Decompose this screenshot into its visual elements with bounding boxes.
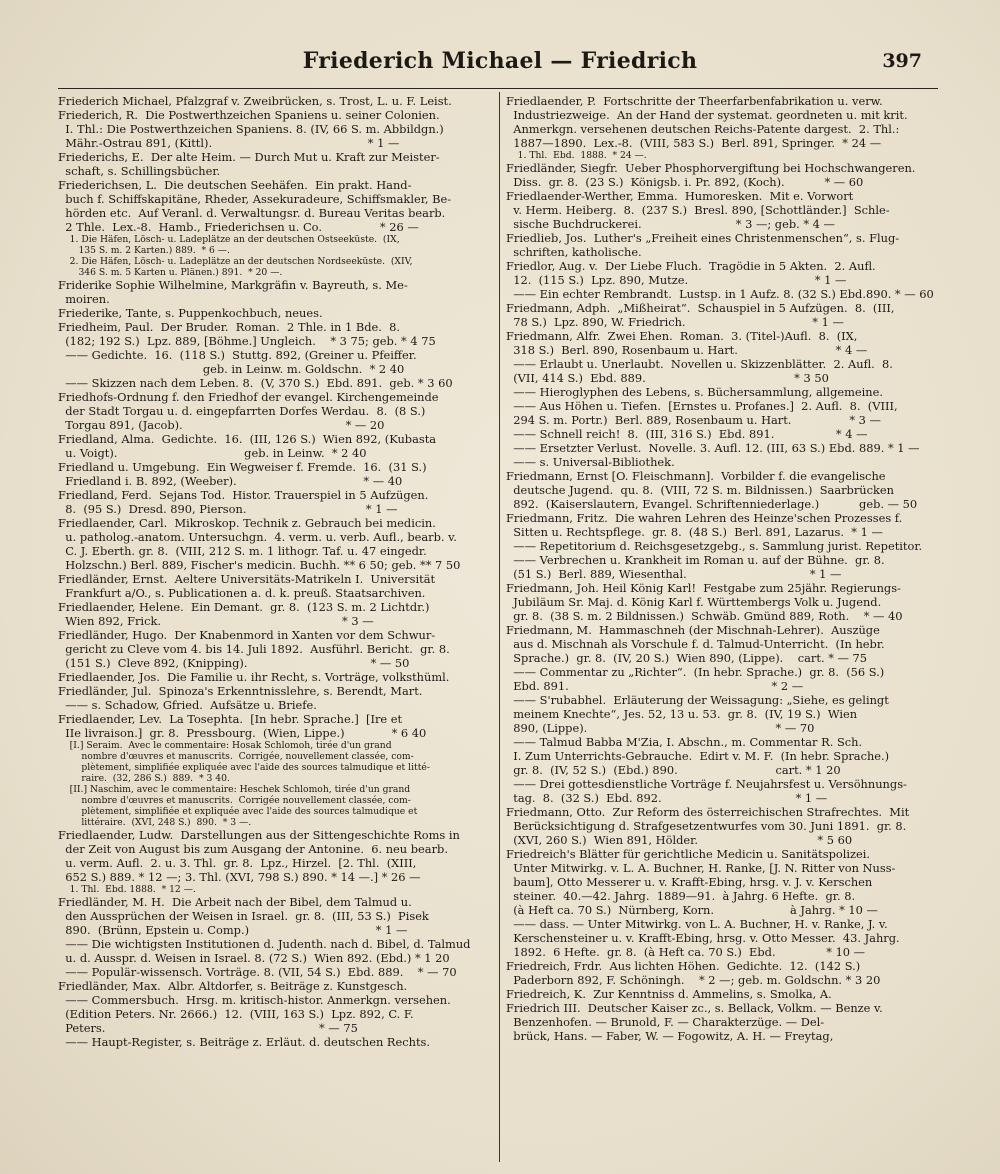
text-line: hörden etc. Auf Veranl. d. Verwaltungsr. d. Bureau Veritas bearb. <box>58 206 446 220</box>
text-line: Friedländer, Jul. Spinoza's Erkenntnisslehre, s. Berendt, Mart. <box>58 684 423 698</box>
text-line: Industriezweige. An der Hand der systemat. geordneten u. mit krit. <box>506 108 908 122</box>
text-line: —— Die wichtigsten Institutionen d. Judenth. nach d. Bibel, d. Talmud <box>58 937 471 951</box>
text-line: —— Ersetzter Verlust. Novelle. 3. Aufl. 12. (III, 63 S.) Ebd. 889. * 1 — <box>506 441 920 455</box>
text-line: buch f. Schiffskapitäne, Rheder, Assekuradeure, Schiffsmakler, Be- <box>58 192 452 206</box>
text-line: 1887—1890. Lex.-8. (VIII, 583 S.) Berl. 891, Springer. * 24 — <box>506 136 882 150</box>
text-line: geb. in Leinw. m. Goldschn. * 2 40 <box>58 362 405 376</box>
text-line: der Stadt Torgau u. d. eingepfarrten Dorfes Werdau. 8. (8 S.) <box>58 404 426 418</box>
text-line: Friedmann, Ernst [O. Fleischmann]. Vorbilder f. die evangelische <box>506 469 886 483</box>
text-line: Friedlaender, Ludw. Darstellungen aus der Sittengeschichte Roms in <box>58 828 460 842</box>
text-line: sische Buchdruckerei. * 3 —; geb. * 4 — <box>506 217 835 231</box>
text-line: Friedmann, Fritz. Die wahren Lehren des Heinze'schen Prozesses f. <box>506 511 903 525</box>
text-line: Friedland u. Umgebung. Ein Wegweiser f. Fremde. 16. (31 S.) <box>58 460 427 474</box>
text-line: Frankfurt a/O., s. Publicationen a. d. k. preuß. Staatsarchiven. <box>58 586 426 600</box>
text-line: Friedlaender, Helene. Ein Demant. gr. 8. (123 S. m. 2 Lichtdr.) <box>58 600 430 614</box>
text-line: nombre d'œuvres et manuscrits. Corrigée nouvellement classée, com- <box>58 795 411 806</box>
text-line: u. d. Ausspr. d. Weisen in Israel. 8. (72 S.) Wien 892. (Ebd.) * 1 20 <box>58 951 450 965</box>
text-line: littéraire. (XVI, 248 S.) 890. * 3 —. <box>58 817 252 828</box>
text-line: Friedmann, Otto. Zur Reform des österreichischen Strafrechtes. Mit <box>506 805 910 819</box>
text-line: 892. (Kaiserslautern, Evangel. Schriftenniederlage.) geb. — 50 <box>506 497 918 511</box>
text-line: Friedlaender, Carl. Mikroskop. Technik z. Gebrauch bei medicin. <box>58 516 436 530</box>
header-rule <box>58 88 938 89</box>
text-line: Friedmann, Alfr. Zwei Ehen. Roman. 3. (Titel-)Aufl. 8. (IX, <box>506 329 858 343</box>
text-line: Mähr.-Ostrau 891, (Kittl). * 1 — <box>58 136 400 150</box>
text-line: Berücksichtigung d. Strafgesetzentwurfes vom 30. Juni 1891. gr. 8. <box>506 819 907 833</box>
text-line: steiner. 40.—42. Jahrg. 1889—91. à Jahrg. 6 Hefte. gr. 8. <box>506 889 856 903</box>
text-line: 1. Die Häfen, Lösch- u. Ladeplätze an der deutschen Ostseeküste. (IX, <box>58 234 400 245</box>
right-column <box>506 94 946 1164</box>
text-line: gericht zu Cleve vom 4. bis 14. Juli 1892. Ausführl. Bericht. gr. 8. <box>58 642 450 656</box>
text-line: meinem Knechte“, Jes. 52, 13 u. 53. gr. 8. (IV, 19 S.) Wien <box>506 707 858 721</box>
text-line: raire. (32, 286 S.) 889. * 3 40. <box>58 773 230 784</box>
text-line: (51 S.) Berl. 889, Wiesenthal. * 1 — <box>506 567 842 581</box>
text-line: Peters. * — 75 <box>58 1021 358 1035</box>
text-line: Friedreich, Frdr. Aus lichten Höhen. Gedichte. 12. (142 S.) <box>506 959 861 973</box>
text-line: Friedhofs-Ordnung f. den Friedhof der evangel. Kirchengemeinde <box>58 390 439 404</box>
text-line: baum], Otto Messerer u. v. Krafft-Ebing, hrsg. v. J. v. Kerschen <box>506 875 873 889</box>
text-line: 1. Thl. Ebd. 1888. * 24 —. <box>506 150 647 161</box>
text-line: [I.] Seraim. Avec le commentaire: Hosak Schlomoh, tirée d'un grand <box>58 740 392 751</box>
text-line: 135 S. m. 2 Karten.) 889. * 6 —. <box>58 245 230 256</box>
text-line: Friederichsen, L. Die deutschen Seehäfen. Ein prakt. Hand- <box>58 178 412 192</box>
text-line: brück, Hans. — Faber, W. — Fogowitz, A. H. — Freytag, <box>506 1029 834 1043</box>
text-line: —— dass. — Unter Mitwirkg. von L. A. Buchner, H. v. Ranke, J. v. <box>506 917 888 931</box>
text-line: Friedmann, M. Hammaschneh (der Mischnah-Lehrer). Auszüge <box>506 623 880 637</box>
text-line: 318 S.) Berl. 890, Rosenbaum u. Hart. * 4 — <box>506 343 868 357</box>
text-line: Sprache.) gr. 8. (IV, 20 S.) Wien 890, (Lippe). cart. * — 75 <box>506 651 868 665</box>
text-line: Friederichs, E. Der alte Heim. — Durch Mut u. Kraft zur Meister- <box>58 150 440 164</box>
text-line: deutsche Jugend. qu. 8. (VIII, 72 S. m. Bildnissen.) Saarbrücken <box>506 483 894 497</box>
text-line: Benzenhofen. — Brunold, F. — Charakterzüge. — Del- <box>506 1015 825 1029</box>
text-line: Friedrich III. Deutscher Kaiser zc., s. Bellack, Volkm. — Benze v. <box>506 1001 883 1015</box>
text-line: —— S'rubabhel. Erläuterung der Weissagung: „Siehe, es gelingt <box>506 693 889 707</box>
text-line: —— Haupt-Register, s. Beiträge z. Erläut. d. deutschen Rechts. <box>58 1035 430 1049</box>
text-line: —— Verbrechen u. Krankheit im Roman u. auf der Bühne. gr. 8. <box>506 553 885 567</box>
text-line: (Edition Peters. Nr. 2666.) 12. (VIII, 163 S.) Lpz. 892, C. F. <box>58 1007 414 1021</box>
text-line: Friedmann, Adph. „Mißheirat“. Schauspiel in 5 Aufzügen. 8. (III, <box>506 301 895 315</box>
text-line: 1892. 6 Hefte. gr. 8. (à Heft ca. 70 S.) Ebd. * 10 — <box>506 945 866 959</box>
text-line: (VII, 414 S.) Ebd. 889. * 3 50 <box>506 371 829 385</box>
text-line: Diss. gr. 8. (23 S.) Königsb. i. Pr. 892, (Koch). * — 60 <box>506 175 864 189</box>
text-line: moiren. <box>58 292 110 306</box>
text-line: —— Ein echter Rembrandt. Lustsp. in 1 Aufz. 8. (32 S.) Ebd.890. * — 60 <box>506 287 934 301</box>
running-head: Friederich Michael — Friedrich <box>302 48 698 74</box>
text-line: (XVI, 260 S.) Wien 891, Hölder. * 5 60 <box>506 833 853 847</box>
text-line: Friedreich, K. Zur Kenntniss d. Ammelins, s. Smolka, A. <box>506 987 832 1001</box>
text-line: aus d. Mischnah als Vorschule f. d. Talmud-Unterricht. (In hebr. <box>506 637 885 651</box>
text-line: —— s. Universal-Bibliothek. <box>506 455 675 469</box>
text-line: —— Hieroglyphen des Lebens, s. Büchersammlung, allgemeine. <box>506 385 883 399</box>
text-line: —— Commentar zu „Richter“. (In hebr. Sprache.) gr. 8. (56 S.) <box>506 665 885 679</box>
text-line: 12. (115 S.) Lpz. 890, Mutze. * 1 — <box>506 273 847 287</box>
text-line: nombre d'œuvres et manuscrits. Corrigée, nouvellement classée, com- <box>58 751 414 762</box>
text-line: Friedländer, Max. Albr. Altdorfer, s. Beiträge z. Kunstgesch. <box>58 979 408 993</box>
text-line: Friedland, Ferd. Sejans Tod. Histor. Trauerspiel in 5 Aufzügen. <box>58 488 429 502</box>
text-line: Anmerkgn. versehenen deutschen Reichs-Patente dargest. 2. Thl.: <box>506 122 900 136</box>
text-line: —— Talmud Babba M'Zia, I. Abschn., m. Commentar R. Sch. <box>506 735 863 749</box>
text-line: Jubiläum Sr. Maj. d. König Karl f. Württembergs Volk u. Jugend. <box>506 595 882 609</box>
text-line: Friedländer, Siegfr. Ueber Phosphorvergiftung bei Hochschwangeren. <box>506 161 916 175</box>
left-column <box>58 94 498 1164</box>
text-line: —— Repetitorium d. Reichsgesetzgebg., s. Sammlung jurist. Repetitor. <box>506 539 923 553</box>
text-line: IIe livraison.] gr. 8. Pressbourg. (Wien, Lippe.) * 6 40 <box>58 726 427 740</box>
text-line: Ebd. 891. * 2 — <box>506 679 804 693</box>
text-line: schriften, katholische. <box>506 245 642 259</box>
text-line: Friedmann, Joh. Heil König Karl! Festgabe zum 25jähr. Regierungs- <box>506 581 901 595</box>
text-line: v. Herm. Heiberg. 8. (237 S.) Bresl. 890, [Schottländer.] Schle- <box>506 203 890 217</box>
text-line: plètement, simplifiée expliquée avec l'aide des sources talmudique et litté- <box>58 762 430 773</box>
text-line: den Aussprüchen der Weisen in Israel. gr. 8. (III, 53 S.) Pisek <box>58 909 429 923</box>
text-line: gr. 8. (38 S. m. 2 Bildnissen.) Schwäb. Gmünd 889, Roth. * — 40 <box>506 609 903 623</box>
text-line: [II.] Naschim, avec le commentaire: Heschek Schlomoh, tirée d'un grand <box>58 784 411 795</box>
text-line: Friederich, R. Die Postwerthzeichen Spaniens u. seiner Colonien. <box>58 108 440 122</box>
text-line: Friedländer, Ernst. Aeltere Universitäts-Matrikeln I. Universität <box>58 572 436 586</box>
text-line: 890. (Brünn, Epstein u. Comp.) * 1 — <box>58 923 408 937</box>
text-line: 652 S.) 889. * 12 —; 3. Thl. (XVI, 798 S.) 890. * 14 —.] * 26 — <box>58 870 421 884</box>
text-line: C. J. Eberth. gr. 8. (VIII, 212 S. m. 1 lithogr. Taf. u. 47 eingedr. <box>58 544 427 558</box>
text-line: Sitten u. Rechtspflege. gr. 8. (48 S.) Berl. 891, Lazarus. * 1 — <box>506 525 883 539</box>
text-line: 294 S. m. Portr.) Berl. 889, Rosenbaum u. Hart. * 3 — <box>506 413 881 427</box>
text-line: Friedland, Alma. Gedichte. 16. (III, 126 S.) Wien 892, (Kubasta <box>58 432 437 446</box>
text-line: Friedreich's Blätter für gerichtliche Medicin u. Sanitätspolizei. <box>506 847 871 861</box>
text-line: I. Zum Unterrichts-Gebrauche. Edirt v. M. F. (In hebr. Sprache.) <box>506 749 890 763</box>
text-line: Friedlieb, Jos. Luther's „Freiheit eines Christenmenschen“, s. Flug- <box>506 231 900 245</box>
text-line: 8. (95 S.) Dresd. 890, Pierson. * 1 — <box>58 502 398 516</box>
text-line: Friedländer, Hugo. Der Knabenmord in Xanten vor dem Schwur- <box>58 628 436 642</box>
text-line: —— Schnell reich! 8. (III, 316 S.) Ebd. 891. * 4 — <box>506 427 868 441</box>
text-line: Friedlaender, P. Fortschritte der Theerfarbenfabrikation u. verw. <box>506 94 883 108</box>
text-line: Torgau 891, (Jacob). * — 20 <box>58 418 385 432</box>
text-line: Holzschn.) Berl. 889, Fischer's medicin. Buchh. ** 6 50; geb. ** 7 50 <box>58 558 461 572</box>
text-line: —— Aus Höhen u. Tiefen. [Ernstes u. Profanes.] 2. Aufl. 8. (VIII, <box>506 399 898 413</box>
text-line: —— Erlaubt u. Unerlaubt. Novellen u. Skizzenblätter. 2. Aufl. 8. <box>506 357 893 371</box>
text-line: —— Drei gottesdienstliche Vorträge f. Neujahrsfest u. Versöhnungs- <box>506 777 907 791</box>
text-line: —— s. Schadow, Gfried. Aufsätze u. Briefe. <box>58 698 317 712</box>
text-line: u. patholog.-anatom. Untersuchgn. 4. verm. u. verb. Aufl., bearb. v. <box>58 530 457 544</box>
text-line: schaft, s. Schillingsbücher. <box>58 164 221 178</box>
text-line: —— Gedichte. 16. (118 S.) Stuttg. 892, (Greiner u. Pfeiffer. <box>58 348 417 362</box>
text-line: Paderborn 892, F. Schöningh. * 2 —; geb. m. Goldschn. * 3 20 <box>506 973 881 987</box>
text-line: Friederike, Tante, s. Puppenkochbuch, neues. <box>58 306 323 320</box>
text-line: (à Heft ca. 70 S.) Nürnberg, Korn. à Jahrg. * 10 — <box>506 903 878 917</box>
text-line: Unter Mitwirkg. v. L. A. Buchner, H. Ranke, [J. N. Ritter von Nuss- <box>506 861 896 875</box>
page-number: 397 <box>882 50 922 72</box>
column-divider <box>499 92 500 1162</box>
text-line: Friedlaender, Lev. La Tosephta. [In hebr. Sprache.] [Ire et <box>58 712 403 726</box>
text-line: 1. Thl. Ebd. 1888. * 12 —. <box>58 884 196 895</box>
text-line: gr. 8. (IV, 52 S.) (Ebd.) 890. cart. * 1 20 <box>506 763 841 777</box>
text-line: Friedland i. B. 892, (Weeber). * — 40 <box>58 474 403 488</box>
text-line: —— Commersbuch. Hrsg. m. kritisch-histor. Anmerkgn. versehen. <box>58 993 451 1007</box>
text-line: Friedländer, M. H. Die Arbeit nach der Bibel, dem Talmud u. <box>58 895 412 909</box>
text-line: Friedheim, Paul. Der Bruder. Roman. 2 Thle. in 1 Bde. 8. <box>58 320 401 334</box>
text-line: Wien 892, Frick. * 3 — <box>58 614 374 628</box>
text-line: plètement, simplifiée et expliquée avec l'aide des sources talmudique et <box>58 806 418 817</box>
text-line: (151 S.) Cleve 892, (Knipping). * — 50 <box>58 656 410 670</box>
text-line: 346 S. m. 5 Karten u. Plänen.) 891. * 20 —. <box>58 267 283 278</box>
text-line: I. Thl.: Die Postwerthzeichen Spaniens. 8. (IV, 66 S. m. Abbildgn.) <box>58 122 444 136</box>
text-line: —— Skizzen nach dem Leben. 8. (V, 370 S.) Ebd. 891. geb. * 3 60 <box>58 376 453 390</box>
text-line: 2. Die Häfen, Lösch- u. Ladeplätze an der deutschen Nordseeküste. (XIV, <box>58 256 413 267</box>
text-line: Friedlaender, Jos. Die Familie u. ihr Recht, s. Vorträge, volksthüml. <box>58 670 450 684</box>
text-line: Friderike Sophie Wilhelmine, Markgräfin v. Bayreuth, s. Me- <box>58 278 408 292</box>
text-line: Friederich Michael, Pfalzgraf v. Zweibrücken, s. Trost, L. u. F. Leist. <box>58 94 452 108</box>
text-line: tag. 8. (32 S.) Ebd. 892. * 1 — <box>506 791 828 805</box>
text-line: —— Populär-wissensch. Vorträge. 8. (VII, 54 S.) Ebd. 889. * — 70 <box>58 965 457 979</box>
text-line: 890, (Lippe). * — 70 <box>506 721 815 735</box>
text-line: Friedlaender-Werther, Emma. Humoresken. Mit e. Vorwort <box>506 189 854 203</box>
text-line: der Zeit von August bis zum Ausgang der Antonine. 6. neu bearb. <box>58 842 448 856</box>
text-line: u. verm. Aufl. 2. u. 3. Thl. gr. 8. Lpz., Hirzel. [2. Thl. (XIII, <box>58 856 417 870</box>
text-line: Kerschensteiner u. v. Krafft-Ebing, hrsg. v. Otto Messer. 43. Jahrg. <box>506 931 900 945</box>
text-line: Friedlor, Aug. v. Der Liebe Fluch. Tragödie in 5 Akten. 2. Aufl. <box>506 259 876 273</box>
text-line: (182; 192 S.) Lpz. 889, [Böhme.] Ungleich. * 3 75; geb. * 4 75 <box>58 334 436 348</box>
text-line: 2 Thle. Lex.-8. Hamb., Friederichsen u. Co. * 26 — <box>58 220 419 234</box>
text-line: u. Voigt). geb. in Leinw. * 2 40 <box>58 446 367 460</box>
text-line: 78 S.) Lpz. 890, W. Friedrich. * 1 — <box>506 315 844 329</box>
